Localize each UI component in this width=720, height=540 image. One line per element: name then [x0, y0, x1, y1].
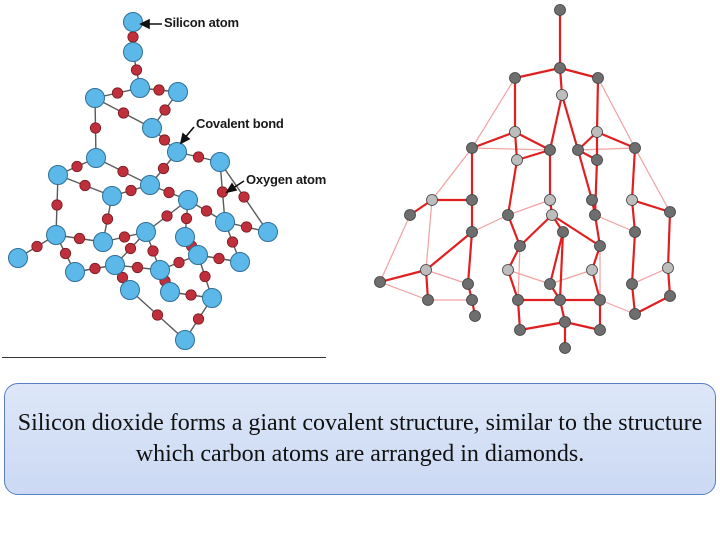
oxygen-atom	[159, 135, 169, 145]
carbon-atom	[463, 279, 474, 290]
carbon-atom	[630, 143, 641, 154]
oxygen-atom	[125, 243, 135, 253]
silicon-atom	[203, 289, 222, 308]
oxygen-atom	[193, 152, 203, 162]
carbon-atom	[421, 265, 432, 276]
silicon-atom	[94, 233, 113, 252]
carbon-atom	[592, 155, 603, 166]
silicon-atom	[137, 223, 156, 242]
silicon-atom	[131, 79, 150, 98]
diamond-bond-back	[472, 148, 550, 150]
silicon-atom	[47, 226, 66, 245]
diamond-bond	[562, 95, 578, 150]
oxygen-atom	[118, 108, 128, 118]
silicon-atom	[9, 249, 28, 268]
diamond-structure-diagram	[360, 0, 720, 365]
oxygen-atom	[201, 206, 211, 216]
carbon-atom	[593, 73, 604, 84]
caption-box	[4, 383, 716, 495]
oxygen-atom	[90, 263, 100, 273]
carbon-atom	[510, 73, 521, 84]
diamond-bond	[515, 132, 550, 150]
diamond-bond-back	[508, 270, 550, 284]
carbon-atom	[423, 295, 434, 306]
carbon-atom	[467, 227, 478, 238]
oxygen-atom	[80, 180, 90, 190]
oxygen-atom	[181, 213, 191, 223]
covalent-bond-label: Covalent bond	[196, 116, 284, 131]
oxygen-atom	[148, 246, 158, 256]
diamond-bond	[472, 132, 515, 148]
carbon-atom	[503, 210, 514, 221]
silicon-atom	[103, 187, 122, 206]
carbon-atom	[555, 63, 566, 74]
oxygen-atom	[90, 123, 100, 133]
carbon-atom	[595, 295, 606, 306]
carbon-atom	[595, 241, 606, 252]
silicon-atom	[176, 331, 195, 350]
silicon-atom	[176, 228, 195, 247]
oxygen-atom	[239, 192, 249, 202]
silicon-atom	[143, 119, 162, 138]
silicon-atom	[87, 149, 106, 168]
diamond-bond-back	[578, 148, 635, 150]
oxygen-atom-label: Oxygen atom	[246, 172, 327, 187]
oxygen-atom	[193, 314, 203, 324]
oxygen-atom	[52, 200, 62, 210]
carbon-atom	[665, 291, 676, 302]
oxygen-atom	[154, 85, 164, 95]
diamond-bond-back	[426, 270, 468, 284]
silicon-atom	[124, 13, 143, 32]
oxygen-atom	[200, 271, 210, 281]
oxygen-atom	[241, 222, 251, 232]
oxygen-atom	[112, 88, 122, 98]
oxygen-atom	[186, 290, 196, 300]
diamond-bond	[550, 95, 562, 150]
silicon-atom	[189, 246, 208, 265]
oxygen-atom	[160, 105, 170, 115]
silicon-atom-label: Silicon atom	[164, 15, 239, 30]
silicon-atom	[211, 153, 230, 172]
silicon-atom	[168, 143, 187, 162]
silicon-atom	[121, 281, 140, 300]
silicon-atom	[106, 256, 125, 275]
diamond-bond-back	[426, 200, 432, 270]
carbon-atom	[560, 317, 571, 328]
diamond-bond	[597, 132, 635, 148]
carbon-atom	[555, 5, 566, 16]
diamond-bond	[632, 232, 635, 284]
diamond-bond-back	[432, 148, 472, 200]
carbon-atom	[515, 241, 526, 252]
carbon-atom	[630, 309, 641, 320]
carbon-atom	[470, 311, 481, 322]
oxygen-atom	[131, 65, 141, 75]
carbon-atom	[560, 343, 571, 354]
silicon-atom	[259, 223, 278, 242]
oxygen-atom	[132, 262, 142, 272]
diamond-bond	[520, 322, 565, 330]
carbon-atom	[630, 227, 641, 238]
diamond-bond-back	[380, 282, 428, 300]
oxygen-atom	[164, 187, 174, 197]
diamond-bond-back	[380, 215, 410, 282]
diamond-bond-back	[472, 215, 508, 232]
carbon-atom	[467, 295, 478, 306]
carbon-atom	[665, 207, 676, 218]
diamond-bond-back	[595, 215, 635, 232]
carbon-atom	[555, 295, 566, 306]
oxygen-atom	[60, 248, 70, 258]
oxygen-atom	[119, 232, 129, 242]
silicon-atom	[66, 263, 85, 282]
diamond-bond-back	[598, 78, 635, 148]
oxygen-atom	[72, 161, 82, 171]
diamond-bond-back	[550, 270, 592, 284]
silicon-atom	[231, 253, 250, 272]
carbon-atom	[573, 145, 584, 156]
silicon-atom	[124, 43, 143, 62]
diamond-bond-back	[632, 268, 668, 284]
diamond-bond	[668, 212, 670, 268]
oxygen-atom	[102, 214, 112, 224]
carbon-atom	[545, 195, 556, 206]
oxygen-atom	[174, 257, 184, 267]
diamond-bond	[635, 296, 670, 314]
carbon-atom	[558, 227, 569, 238]
diamond-bond	[515, 68, 560, 78]
diamond-bond	[468, 232, 472, 284]
silicon-atom	[169, 83, 188, 102]
oxygen-atom	[32, 241, 42, 251]
diamond-bond	[380, 270, 426, 282]
oxygen-atom	[158, 163, 168, 173]
oxygen-atom	[214, 253, 224, 263]
silicon-atom	[216, 213, 235, 232]
carbon-atom	[427, 195, 438, 206]
carbon-atom	[557, 90, 568, 101]
silicon-atom	[151, 261, 170, 280]
diamond-bond-back	[508, 200, 550, 215]
oxygen-atom	[118, 166, 128, 176]
diamond-bond-back	[472, 78, 515, 148]
oxygen-atom	[152, 310, 162, 320]
carbon-atom	[405, 210, 416, 221]
carbon-atom	[587, 195, 598, 206]
silicon-atom	[141, 176, 160, 195]
carbon-atom	[515, 325, 526, 336]
carbon-atom	[512, 155, 523, 166]
silicon-atom	[49, 166, 68, 185]
carbon-atom	[503, 265, 514, 276]
carbon-atom	[590, 210, 601, 221]
diamond-bond	[632, 148, 635, 200]
diamond-bond	[426, 232, 472, 270]
carbon-atom	[587, 265, 598, 276]
carbon-atom	[510, 127, 521, 138]
oxygen-atom	[74, 233, 84, 243]
carbon-atom	[375, 277, 386, 288]
caption-text: Silicon dioxide forms a giant covalent structure, similar to the structure which carbon atoms are arranged in diamonds.	[17, 410, 703, 467]
oxygen-atom	[126, 185, 136, 195]
carbon-atom	[545, 279, 556, 290]
diamond-bond	[597, 78, 598, 132]
silicon-atom	[86, 89, 105, 108]
carbon-atom	[467, 195, 478, 206]
carbon-atom	[592, 127, 603, 138]
diamond-bond	[595, 160, 597, 215]
diamond-bond	[508, 160, 517, 215]
diamond-bond	[520, 215, 552, 246]
carbon-atom	[545, 145, 556, 156]
oxygen-atom	[162, 211, 172, 221]
carbon-atom	[595, 325, 606, 336]
oxygen-atom	[128, 32, 138, 42]
silicon-atom	[179, 191, 198, 210]
carbon-atom	[627, 279, 638, 290]
oxygen-atom	[227, 237, 237, 247]
carbon-atom	[627, 195, 638, 206]
carbon-atom	[513, 295, 524, 306]
carbon-atom	[547, 210, 558, 221]
silicon-atom	[161, 283, 180, 302]
divider-line	[2, 357, 326, 358]
carbon-atom	[467, 143, 478, 154]
carbon-atom	[663, 263, 674, 274]
